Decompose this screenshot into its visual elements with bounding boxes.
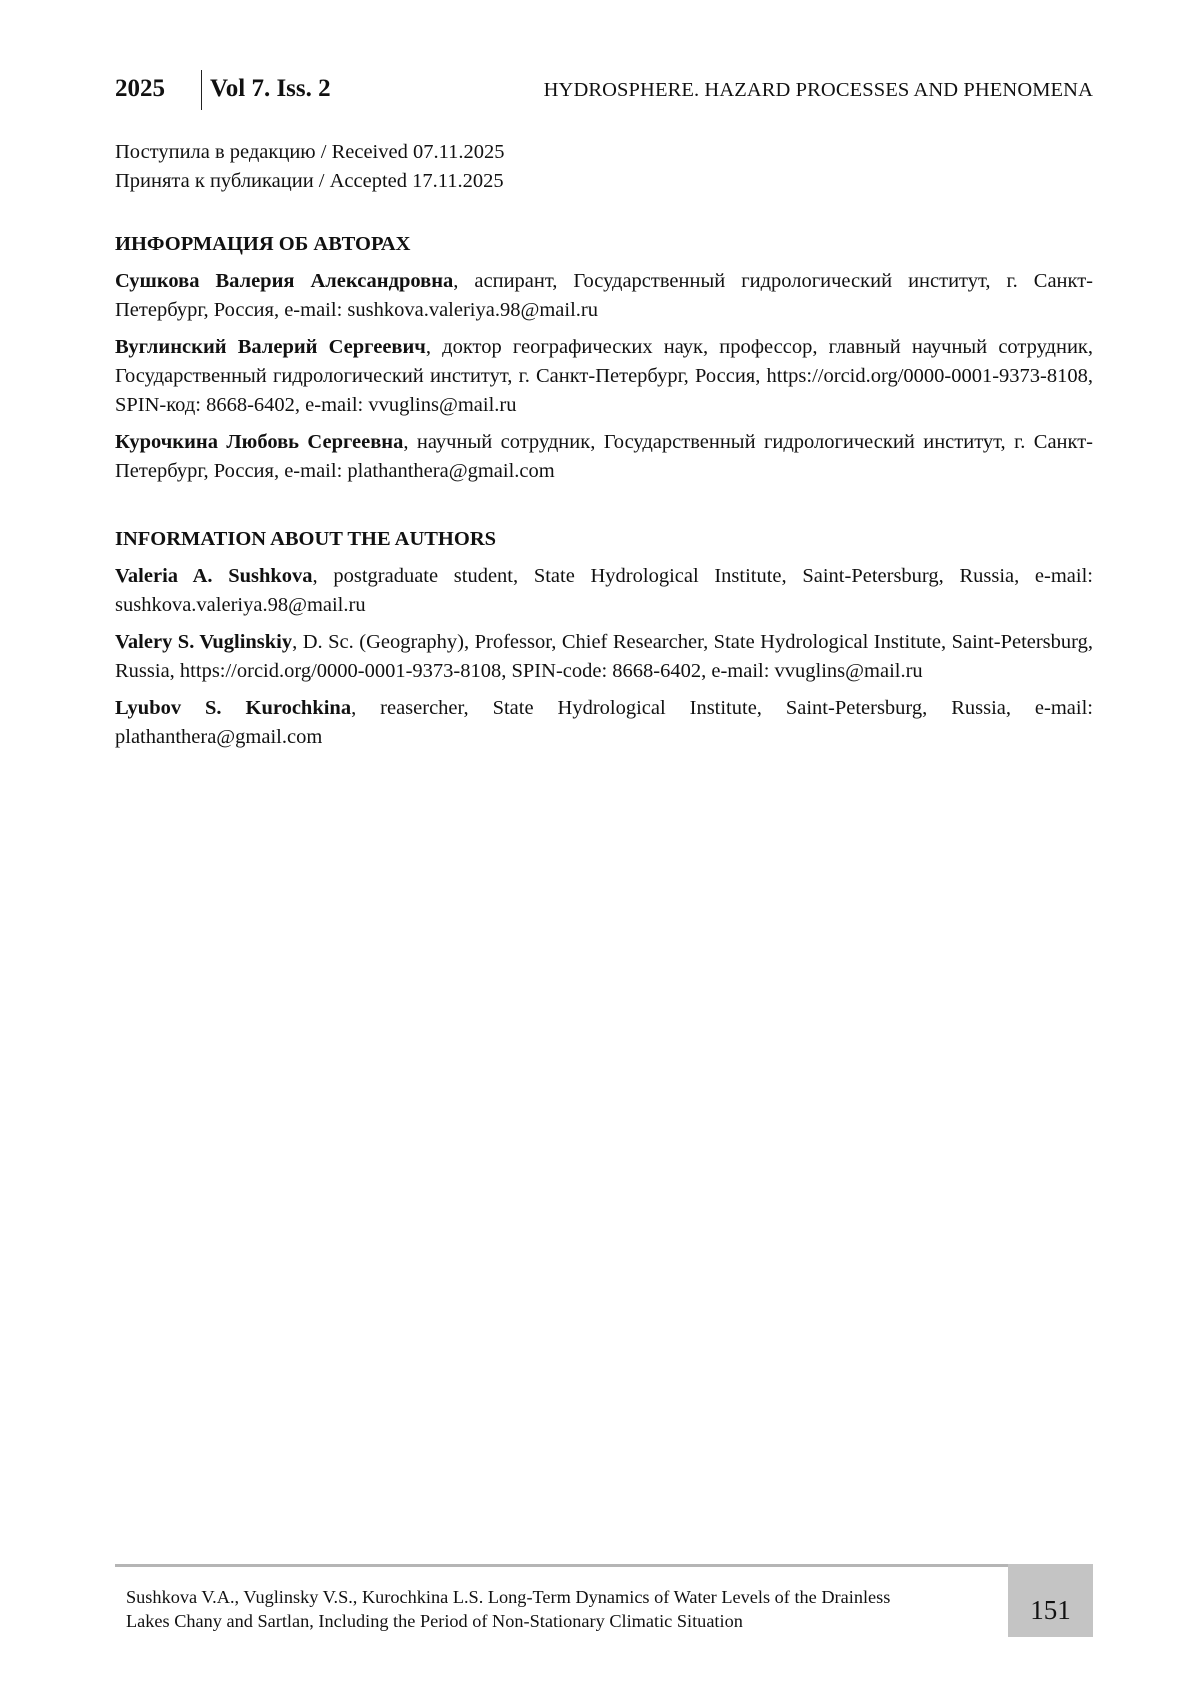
header-volume-issue: Vol 7. Iss. 2 [210,75,331,102]
article-body [115,138,1093,752]
author-name: Valery S. Vuglinskiy [115,631,293,653]
received-date: Поступила в редакцию / Received 07.11.2025 [115,141,505,163]
header-separator [201,70,202,110]
footer-citation [126,1586,1006,1633]
authors-heading-en: INFORMATION ABOUT THE AUTHORS [115,528,497,550]
author-entry-en [115,562,1093,620]
page-number-box [1008,1564,1093,1637]
author-name: Valeria A. Sushkova [115,565,313,587]
footer-divider [115,1564,1093,1567]
author-details: , postgraduate student, State Hydrological Institute, Saint-Petersburg, Russia, e-mail: sushkova.valeriya.98@mail.ru [115,565,1093,616]
author-details: , D. Sc. (Geography), Professor, Chief Researcher, State Hydrological Institute, Saint-Petersburg, Russia, https://orcid.org/0000-0001-9373-8108, SPIN-code: 8668-6402, e-mail: vvuglins@mail.ru [115,631,1093,682]
author-name: Курочкина Любовь Сергеевна [115,431,404,453]
footer-citation-line: Sushkova V.A., Vuglinsky V.S., Kurochkina L.S. Long-Term Dynamics of Water Levels of the Drainless [126,1587,891,1607]
author-name: Lyubov S. Kurochkina [115,697,352,719]
footer-citation-line: Lakes Chany and Sartlan, Including the Period of Non-Stationary Climatic Situation [126,1610,743,1631]
header-journal-title: HYDROSPHERE. HAZARD PROCESSES AND PHENOMENA [543,79,1093,101]
accepted-date: Принята к публикации / Accepted 17.11.2025 [115,170,504,192]
author-name: Сушкова Валерия Александровна [115,270,454,292]
author-entry-en [115,628,1093,686]
author-details: , научный сотрудник, Государственный гидрологический институт, г. Санкт-Петербург, Россия, e-mail: plathanthera@gmail.com [115,431,1093,482]
authors-heading-ru: ИНФОРМАЦИЯ ОБ АВТОРАХ [115,233,411,255]
author-entry-ru [115,333,1093,420]
header-year: 2025 [115,75,165,102]
author-details: , аспирант, Государственный гидрологический институт, г. Санкт-Петербург, Россия, e-mail: sushkova.valeriya.98@mail.ru [115,270,1093,321]
author-entry-en [115,694,1093,752]
author-name: Вуглинский Валерий Сергеевич [115,336,426,358]
author-entry-ru [115,428,1093,486]
page-number: 151 [1030,1595,1071,1625]
author-details: , reasercher, State Hydrological Institute, Saint-Petersburg, Russia, e-mail: plathanthera@gmail.com [115,697,1093,748]
author-details: , доктор географических наук, профессор, главный научный сотрудник, Государственный гидрологический институт, г. Санкт-Петербург, Россия, https://orcid.org/0000-0001-9373-8108, SPIN-код: 8668-6402, e-mail: vvuglins@mail.ru [115,336,1093,416]
author-entry-ru [115,267,1093,325]
running-header [115,68,1093,112]
